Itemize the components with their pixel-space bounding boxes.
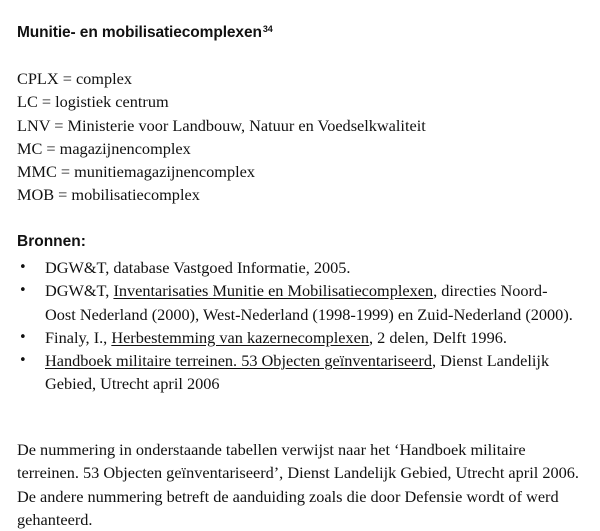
source-item bbox=[17, 256, 577, 279]
source-item bbox=[17, 349, 577, 396]
abbreviation-item: LNV = Ministerie voor Landbouw, Natuur en Voedselkwaliteit bbox=[17, 115, 426, 135]
abbreviation-item: CPLX = complex bbox=[17, 69, 133, 88]
bullet-icon: • bbox=[19, 283, 27, 299]
abbreviation-list bbox=[17, 67, 426, 207]
bullet-icon: • bbox=[19, 260, 27, 275]
bullet-icon: • bbox=[19, 353, 27, 369]
source-text: DGW&T, bbox=[45, 281, 114, 301]
source-title: Herbestemming van kazernecomplexen bbox=[111, 327, 370, 347]
source-title: Inventarisaties Munitie en Mobilisatiecomplexen bbox=[113, 281, 434, 301]
source-title: Handboek militaire terreinen. 53 Objecten geïnventariseerd bbox=[45, 351, 432, 371]
source-details: , 2 delen, Delft 1996. bbox=[369, 327, 507, 347]
title-text: Munitie- en mobilisatiecomplexen bbox=[17, 24, 262, 41]
source-text: DGW&T, database Vastgoed Informatie, 2005. bbox=[45, 258, 351, 277]
source-item bbox=[17, 326, 577, 349]
footnote-reference[interactable]: 34 bbox=[262, 24, 273, 34]
numbering-note: De nummering in onderstaande tabellen verwijst naar het ‘Handboek militaire terreinen. 53 Objecten geïnventariseerd’, Dienst Landelijk Gebied, Utrecht april 2006. De andere nummering betreft de aanduiding zoals die door Defensie wordt of werd gehanteerd. bbox=[17, 440, 579, 529]
source-item bbox=[17, 279, 577, 326]
abbreviation-item: LC = logistiek centrum bbox=[17, 92, 169, 112]
source-text: Finaly, I., bbox=[45, 327, 112, 347]
abbreviation-item: MC = magazijnencomplex bbox=[17, 138, 191, 158]
abbreviation-item: MMC = munitiemagazijnencomplex bbox=[17, 162, 255, 182]
page-title bbox=[17, 19, 273, 43]
sources-list bbox=[17, 256, 577, 396]
source-details: , directies Noord-Oost Nederland (2000), West-Nederland (1998-1999) en Zuid-Nederland (2000). bbox=[45, 281, 573, 324]
abbreviation-item: MOB = mobilisatiecomplex bbox=[17, 185, 200, 205]
bullet-icon: • bbox=[19, 329, 27, 345]
source-details: , Dienst Landelijk Gebied, Utrecht april 2006 bbox=[45, 351, 550, 394]
sources-heading: Bronnen: bbox=[17, 233, 86, 250]
